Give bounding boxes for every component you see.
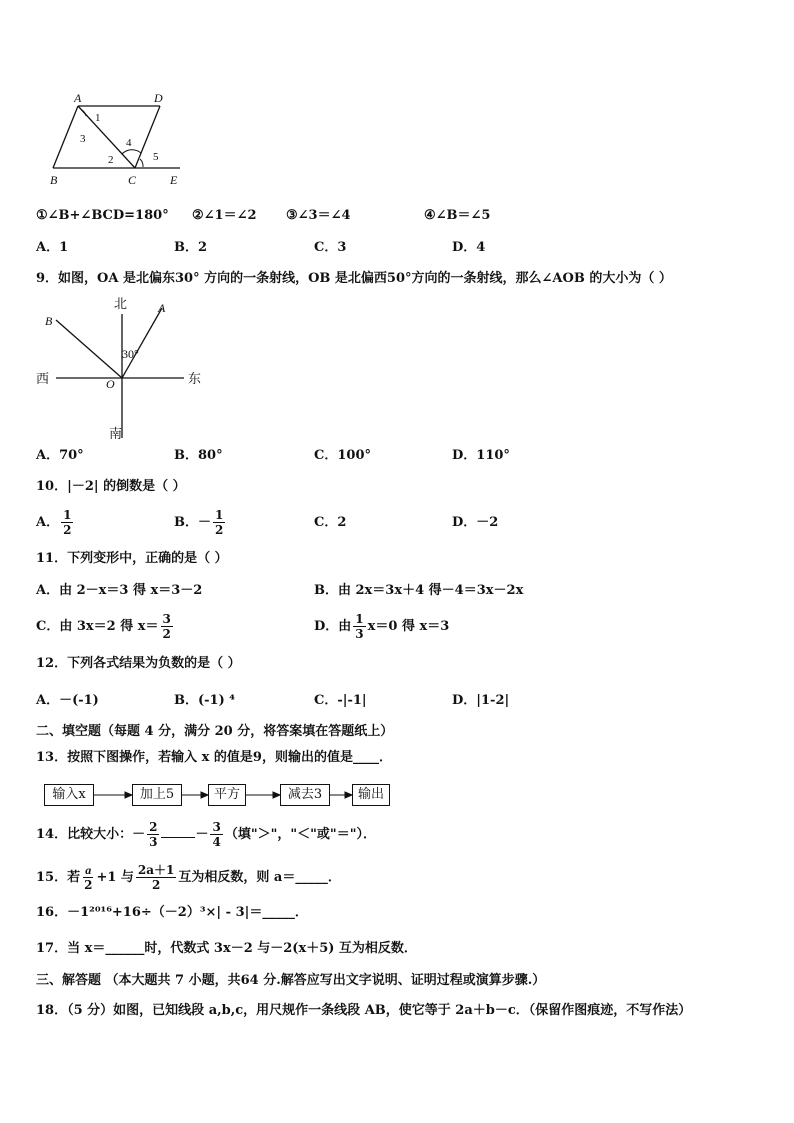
q8-option-c: C．3 (314, 240, 347, 255)
q10-option-d: D．－2 (452, 515, 499, 530)
label-A: A (74, 91, 82, 105)
svg-text:3: 3 (80, 133, 86, 145)
label-origin-O: O (106, 377, 115, 391)
flow-step-input: 输入x (44, 784, 94, 806)
svg-text:2: 2 (108, 154, 114, 166)
q11-option-a: A．由 2－x＝3 得 x＝3－2 (36, 583, 203, 598)
label-ray-A: A (158, 301, 166, 315)
q8-statement-4: ④∠B＝∠5 (424, 208, 491, 223)
q16-text: 16．－1²⁰¹⁶+16÷（－2）³×| - 3|＝_____． (36, 905, 308, 920)
label-north: 北 (114, 296, 128, 311)
q12-text: 12．下列各式结果为负数的是（ ） (36, 656, 241, 671)
q11-text: 11．下列变形中，正确的是（ ） (36, 551, 228, 566)
q9-option-b: B．80° (174, 448, 223, 463)
q8-statement-2: ②∠1＝∠2 (192, 208, 257, 223)
q9-option-c: C．100° (314, 448, 371, 463)
label-B: B (50, 173, 58, 187)
q11-option-b: B．由 2x＝3x＋4 得－4＝3x－2x (314, 583, 524, 598)
label-east: 东 (188, 371, 202, 386)
section-2-heading: 二、填空题（每题 4 分，满分 20 分，将答案填在答题纸上） (36, 724, 394, 739)
parallelogram-figure (40, 88, 200, 192)
flow-arrows (0, 784, 400, 806)
q8-statement-3: ③∠3＝∠4 (286, 208, 351, 223)
q10-option-a: A． $\frac{1}{2}$ (36, 508, 72, 537)
flow-step-output: 输出 (352, 784, 390, 806)
label-ray-B: B (45, 314, 53, 328)
q10-option-c: C．2 (314, 515, 347, 530)
q8-option-b: B．2 (174, 240, 208, 255)
svg-text:5: 5 (153, 151, 159, 163)
q13-text: 13．按照下图操作，若输入 x 的值是9，则输出的值是____． (36, 750, 392, 765)
q12-option-b: B．(-1) ⁴ (174, 693, 235, 708)
q10-option-b: B．－ $\frac{1}{2}$ (174, 508, 224, 537)
svg-text:1: 1 (95, 112, 101, 124)
angle-label: 30° (122, 347, 139, 361)
q14-text: 14．比较大小：－ $\frac{2}{3}$ － $\frac{3}{4}$ （填"＞"，"＜"或"＝"）． (36, 820, 376, 849)
q10-text: 10．|－2| 的倒数是（ ） (36, 479, 186, 494)
q12-option-c: C．-|-1| (314, 693, 367, 708)
q11-option-d: D．由 $\frac{1}{3}$ x＝0 得 x＝3 (314, 612, 450, 641)
label-D: D (154, 91, 163, 105)
q8-option-d: D．4 (452, 240, 486, 255)
q15-text: 15．若 $\frac{a}{2}$ +1 与 $\frac{2a+1}{2}$ 互为相反数，则 a＝_____． (36, 863, 341, 892)
q8-option-a: A．1 (36, 240, 69, 255)
q12-option-a: A．－(-1) (36, 693, 99, 708)
q9-text: 9．如图，OA 是北偏东30° 方向的一条射线，OB 是北偏西50°方向的一条射线，那么∠AOB 的大小为（ ） (36, 271, 672, 286)
section-3-heading: 三、解答题 （本大题共 7 小题，共64 分.解答应写出文字说明、证明过程或演算步骤.） (36, 973, 546, 988)
q9-option-a: A．70° (36, 448, 84, 463)
flow-step-sub3: 减去3 (280, 784, 330, 806)
svg-text:4: 4 (126, 137, 132, 149)
q17-text: 17．当 x＝______时，代数式 3x－2 与－2(x＋5) 互为相反数． (36, 941, 417, 956)
flow-step-square: 平方 (208, 784, 246, 806)
label-south: 南 (109, 426, 123, 441)
q11-option-c: C．由 3x＝2 得 x＝ $\frac{3}{2}$ (36, 612, 171, 641)
compass-figure (34, 292, 214, 442)
q8-statement-1: ①∠B+∠BCD=180° (36, 208, 169, 223)
label-C: C (128, 173, 137, 187)
flow-step-add5: 加上5 (132, 784, 182, 806)
q12-option-d: D．|1-2| (452, 693, 510, 708)
q18-text: 18．（5 分）如图，已知线段 a,b,c，用尺规作一条线段 AB，使它等于 2a＋b－c．（保留作图痕迹，不写作法） (36, 1003, 692, 1018)
label-E: E (170, 173, 178, 187)
q9-option-d: D．110° (452, 448, 510, 463)
label-west: 西 (36, 371, 50, 386)
